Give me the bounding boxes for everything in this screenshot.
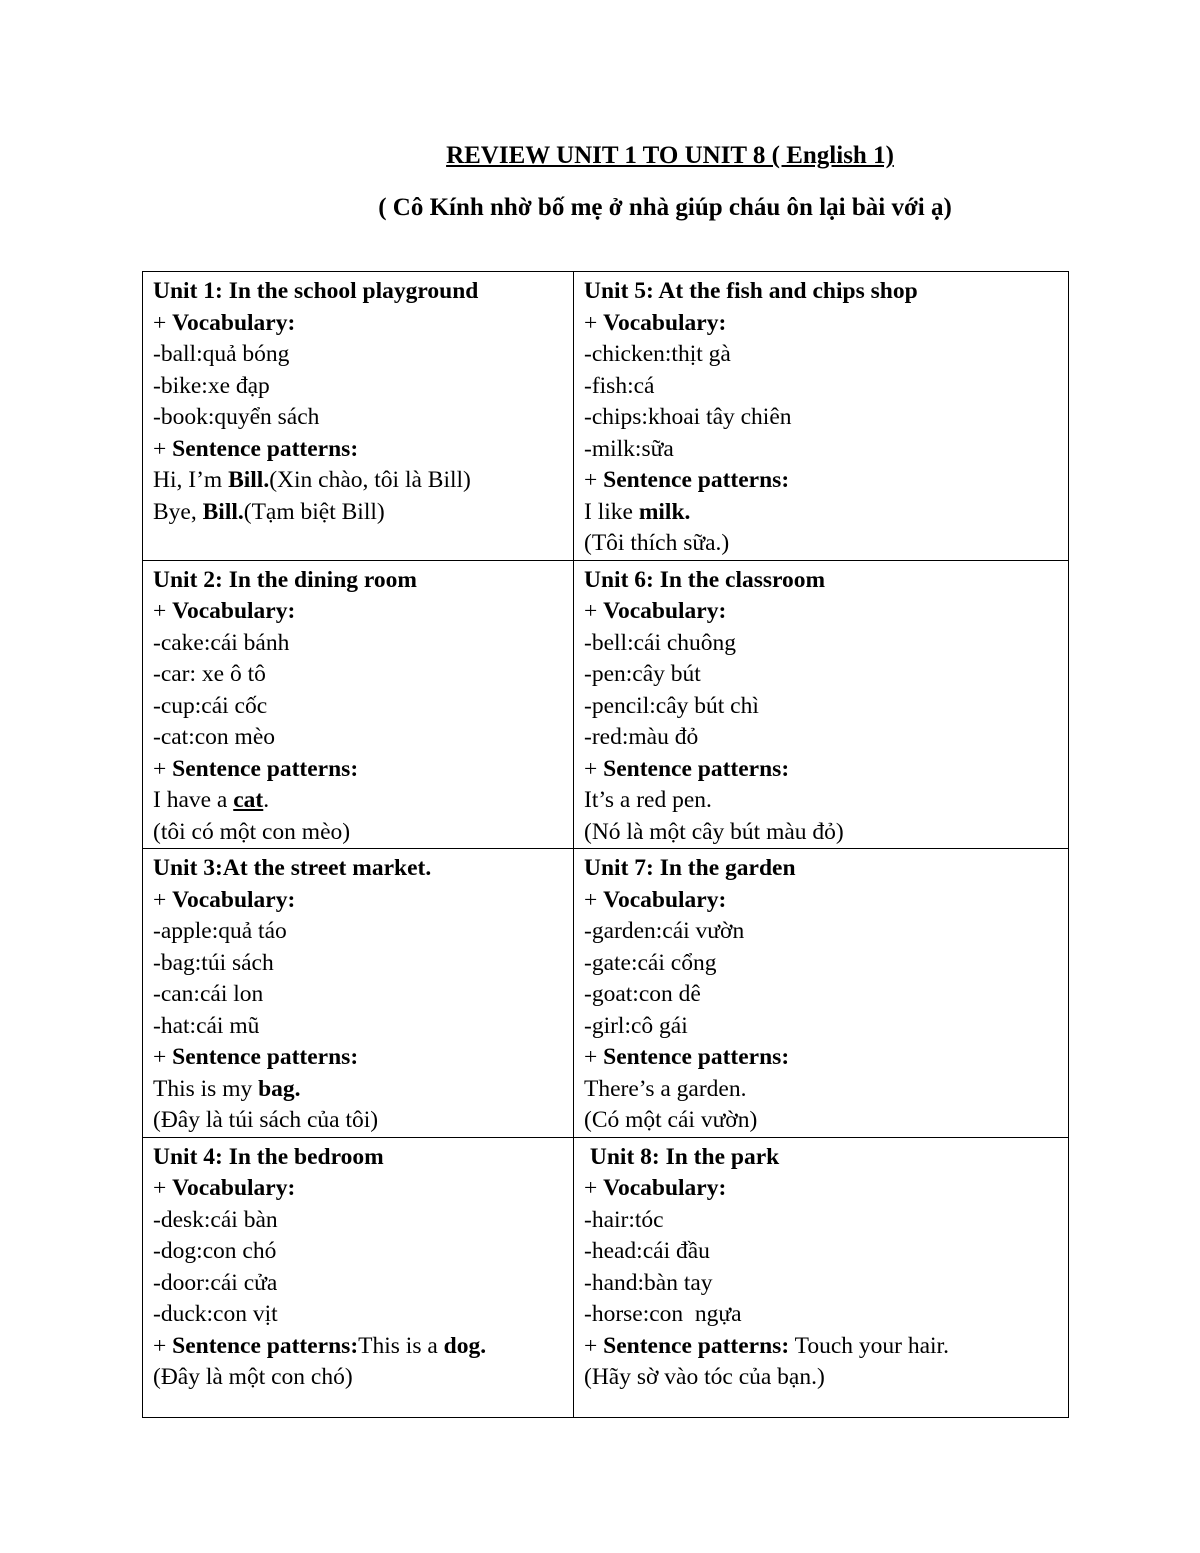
cell-line	[153, 754, 563, 786]
text-segment: +	[153, 1175, 173, 1201]
text-segment: +	[153, 1332, 173, 1359]
cell-line	[584, 628, 1058, 660]
cell-line	[153, 596, 563, 628]
text-segment: Sentence patterns:	[172, 1044, 359, 1070]
text-segment: Sentence patterns:	[172, 435, 359, 462]
text-segment: It’s a red pen.	[584, 787, 712, 813]
cell-line	[153, 1236, 563, 1268]
text-segment: -milk:sữa	[584, 435, 674, 462]
cell-line	[584, 465, 1058, 497]
text-segment: -duck:con vịt	[153, 1301, 278, 1327]
cell-line	[584, 596, 1058, 628]
text-segment: (Đây là túi sách của tôi)	[153, 1107, 379, 1133]
cell-line	[153, 885, 563, 917]
cell-line	[584, 1011, 1058, 1043]
text-segment: +	[584, 309, 604, 336]
cell-line	[153, 1268, 563, 1300]
text-segment: milk.	[638, 498, 691, 525]
cell-line	[153, 465, 563, 497]
text-segment: +	[584, 467, 604, 493]
text-segment: -garden:cái vườn	[584, 918, 745, 944]
cell-line	[584, 1268, 1058, 1300]
text-segment: Vocabulary:	[603, 309, 727, 336]
cell-line	[584, 979, 1058, 1011]
text-segment: -hand:bàn tay	[584, 1269, 713, 1296]
cell-line	[153, 722, 563, 754]
cell-line	[153, 402, 563, 434]
text-segment: Vocabulary:	[603, 886, 727, 913]
cell-line	[153, 785, 563, 817]
table-row	[143, 849, 1069, 1138]
text-segment: Bill.	[228, 467, 270, 493]
cell-line	[153, 979, 563, 1011]
text-segment: Sentence patterns:	[172, 1332, 359, 1359]
cell-line	[584, 1205, 1058, 1237]
text-segment: Sentence patterns:	[603, 1332, 790, 1359]
text-segment: (Có một cái vườn)	[584, 1107, 758, 1133]
text-segment: -can:cái lon	[153, 981, 264, 1007]
unit-cell	[574, 272, 1069, 561]
unit-cell	[143, 272, 574, 561]
cell-line	[153, 916, 563, 948]
text-segment: Unit 1: In the school playground	[153, 278, 479, 304]
text-segment: cat	[233, 787, 264, 813]
text-segment: Unit 6: In the classroom	[584, 566, 826, 593]
text-segment: There’s a garden.	[584, 1075, 747, 1102]
cell-line	[584, 402, 1058, 434]
unit-cell	[574, 1137, 1069, 1417]
text-segment: Touch your hair.	[789, 1332, 949, 1359]
cell-line	[584, 817, 1058, 849]
text-segment: Unit 4: In the bedroom	[153, 1143, 384, 1170]
unit-cell	[143, 849, 574, 1138]
text-segment: -bag:túi sách	[153, 949, 274, 976]
text-segment: Sentence patterns:	[603, 467, 790, 493]
unit-cell	[143, 1137, 574, 1417]
text-segment: -bell:cái chuông	[584, 629, 737, 656]
cell-line	[584, 434, 1058, 466]
text-segment: +	[584, 1044, 604, 1070]
cell-line	[584, 754, 1058, 786]
table-row	[143, 272, 1069, 561]
text-segment: -red:màu đỏ	[584, 724, 699, 750]
text-segment: -goat:con dê	[584, 981, 701, 1007]
unit-heading	[584, 276, 1058, 308]
text-segment: -dog:con chó	[153, 1238, 277, 1264]
text-segment: -door:cái cửa	[153, 1269, 278, 1296]
text-segment: -cake:cái bánh	[153, 629, 290, 656]
text-segment: Bill.	[202, 498, 244, 525]
text-segment: (Tôi thích sữa.)	[584, 530, 730, 556]
text-segment: -fish:cá	[584, 372, 655, 399]
cell-line	[153, 1205, 563, 1237]
text-segment: Vocabulary:	[172, 309, 296, 336]
cell-line	[584, 948, 1058, 980]
text-segment: (Hãy sờ vào tóc của bạn.)	[584, 1364, 825, 1390]
unit-cell	[143, 560, 574, 849]
text-segment: This is a	[358, 1332, 444, 1359]
cell-line	[584, 1331, 1058, 1363]
cell-line	[153, 817, 563, 849]
text-segment: This is my	[153, 1075, 259, 1102]
text-segment: -gate:cái cổng	[584, 949, 717, 976]
cell-line	[584, 1362, 1058, 1394]
unit-heading	[153, 853, 563, 885]
text-segment: Sentence patterns:	[603, 1044, 790, 1070]
text-segment: -girl:cô gái	[584, 1012, 688, 1039]
table-row	[143, 1137, 1069, 1417]
text-segment: dog.	[443, 1332, 487, 1359]
cell-line	[153, 1331, 563, 1363]
cell-line	[584, 339, 1058, 371]
cell-line	[153, 628, 563, 660]
text-segment: +	[584, 598, 604, 624]
cell-line	[153, 691, 563, 723]
cell-line	[584, 1299, 1058, 1331]
text-segment: Unit 7: In the garden	[584, 855, 796, 881]
text-segment: -hair:tóc	[584, 1206, 664, 1233]
text-segment: -hat:cái mũ	[153, 1012, 260, 1039]
cell-line	[584, 1074, 1058, 1106]
cell-line	[153, 948, 563, 980]
text-segment: (Tạm biệt Bill)	[243, 498, 385, 525]
cell-line	[584, 722, 1058, 754]
cell-line	[153, 371, 563, 403]
text-segment: Vocabulary:	[603, 1175, 727, 1201]
unit-cell	[574, 849, 1069, 1138]
cell-line	[584, 1173, 1058, 1205]
text-segment: I have a	[153, 787, 234, 813]
text-segment: -desk:cái bàn	[153, 1206, 278, 1233]
cell-line	[584, 1236, 1058, 1268]
text-segment: -chips:khoai tây chiên	[584, 404, 792, 430]
cell-line	[153, 659, 563, 691]
text-segment: (Xin chào, tôi là Bill)	[269, 467, 471, 493]
text-segment: +	[584, 755, 604, 782]
cell-line	[584, 916, 1058, 948]
cell-line	[153, 1299, 563, 1331]
cell-line	[153, 1105, 563, 1137]
text-segment: -head:cái đầu	[584, 1238, 710, 1264]
unit-cell	[574, 560, 1069, 849]
text-segment: -book:quyển sách	[153, 404, 320, 430]
cell-line	[584, 308, 1058, 340]
cell-line	[584, 785, 1058, 817]
cell-line	[153, 308, 563, 340]
text-segment: Sentence patterns:	[603, 755, 790, 782]
text-segment: -apple:quả táo	[153, 918, 287, 944]
cell-line	[153, 1362, 563, 1394]
text-segment: +	[153, 598, 173, 624]
text-segment: Vocabulary:	[172, 886, 296, 913]
unit-heading	[584, 853, 1058, 885]
text-segment: Unit 2: In the dining room	[153, 566, 417, 593]
cell-line	[153, 497, 563, 529]
text-segment: -bike:xe đạp	[153, 372, 270, 399]
unit-heading	[153, 276, 563, 308]
text-segment: Vocabulary:	[603, 598, 727, 624]
text-segment: +	[584, 1332, 604, 1359]
table-row	[143, 560, 1069, 849]
text-segment: Unit 3:At the street market.	[153, 855, 432, 881]
cell-line	[153, 1173, 563, 1205]
cell-line	[153, 1042, 563, 1074]
text-segment: -pen:cây bút	[584, 661, 701, 687]
text-segment: +	[153, 755, 173, 782]
text-segment: Vocabulary:	[172, 598, 296, 624]
cell-line	[153, 339, 563, 371]
cell-line	[584, 1042, 1058, 1074]
text-segment: +	[153, 309, 173, 336]
cell-line	[153, 1011, 563, 1043]
text-segment: -ball:quả bóng	[153, 341, 290, 367]
cell-line	[584, 885, 1058, 917]
review-table	[142, 271, 1069, 1418]
document-subtitle: ( Cô Kính nhờ bố mẹ ở nhà giúp cháu ôn lại bài với ạ)	[378, 194, 952, 221]
text-segment: Vocabulary:	[172, 1175, 296, 1201]
text-segment: -cup:cái cốc	[153, 692, 268, 719]
cell-line	[584, 659, 1058, 691]
text-segment: bag.	[258, 1075, 301, 1102]
text-segment: I like	[584, 498, 639, 525]
text-segment: -chicken:thịt gà	[584, 341, 731, 367]
cell-line	[584, 691, 1058, 723]
text-segment: Unit 8: In the park	[584, 1143, 780, 1170]
text-segment: -cat:con mèo	[153, 724, 276, 750]
text-segment: (Nó là một cây bút màu đỏ)	[584, 818, 844, 845]
text-segment: +	[153, 435, 173, 462]
text-segment: +	[153, 1044, 173, 1070]
unit-heading	[153, 1142, 563, 1174]
text-segment: -car: xe ô tô	[153, 661, 266, 687]
text-segment: Hi, I’m	[153, 467, 229, 493]
text-segment: +	[153, 886, 173, 913]
text-segment: -pencil:cây bút chì	[584, 692, 759, 719]
text-segment: +	[584, 886, 604, 913]
unit-heading	[584, 1142, 1058, 1174]
cell-line	[584, 371, 1058, 403]
text-segment: Bye,	[153, 498, 203, 525]
text-segment: (tôi có một con mèo)	[153, 818, 351, 845]
cell-line	[584, 1105, 1058, 1137]
cell-line	[584, 528, 1058, 560]
cell-line	[153, 1074, 563, 1106]
text-segment: (Đây là một con chó)	[153, 1364, 353, 1390]
unit-heading	[153, 565, 563, 597]
text-segment: Unit 5: At the fish and chips shop	[584, 278, 918, 304]
cell-line	[584, 497, 1058, 529]
text-segment: -horse:con ngựa	[584, 1301, 742, 1327]
document-title: REVIEW UNIT 1 TO UNIT 8 ( English 1)	[446, 142, 894, 169]
cell-line	[153, 434, 563, 466]
text-segment: Sentence patterns:	[172, 755, 359, 782]
text-segment: .	[263, 787, 270, 813]
unit-heading	[584, 565, 1058, 597]
text-segment: +	[584, 1175, 604, 1201]
